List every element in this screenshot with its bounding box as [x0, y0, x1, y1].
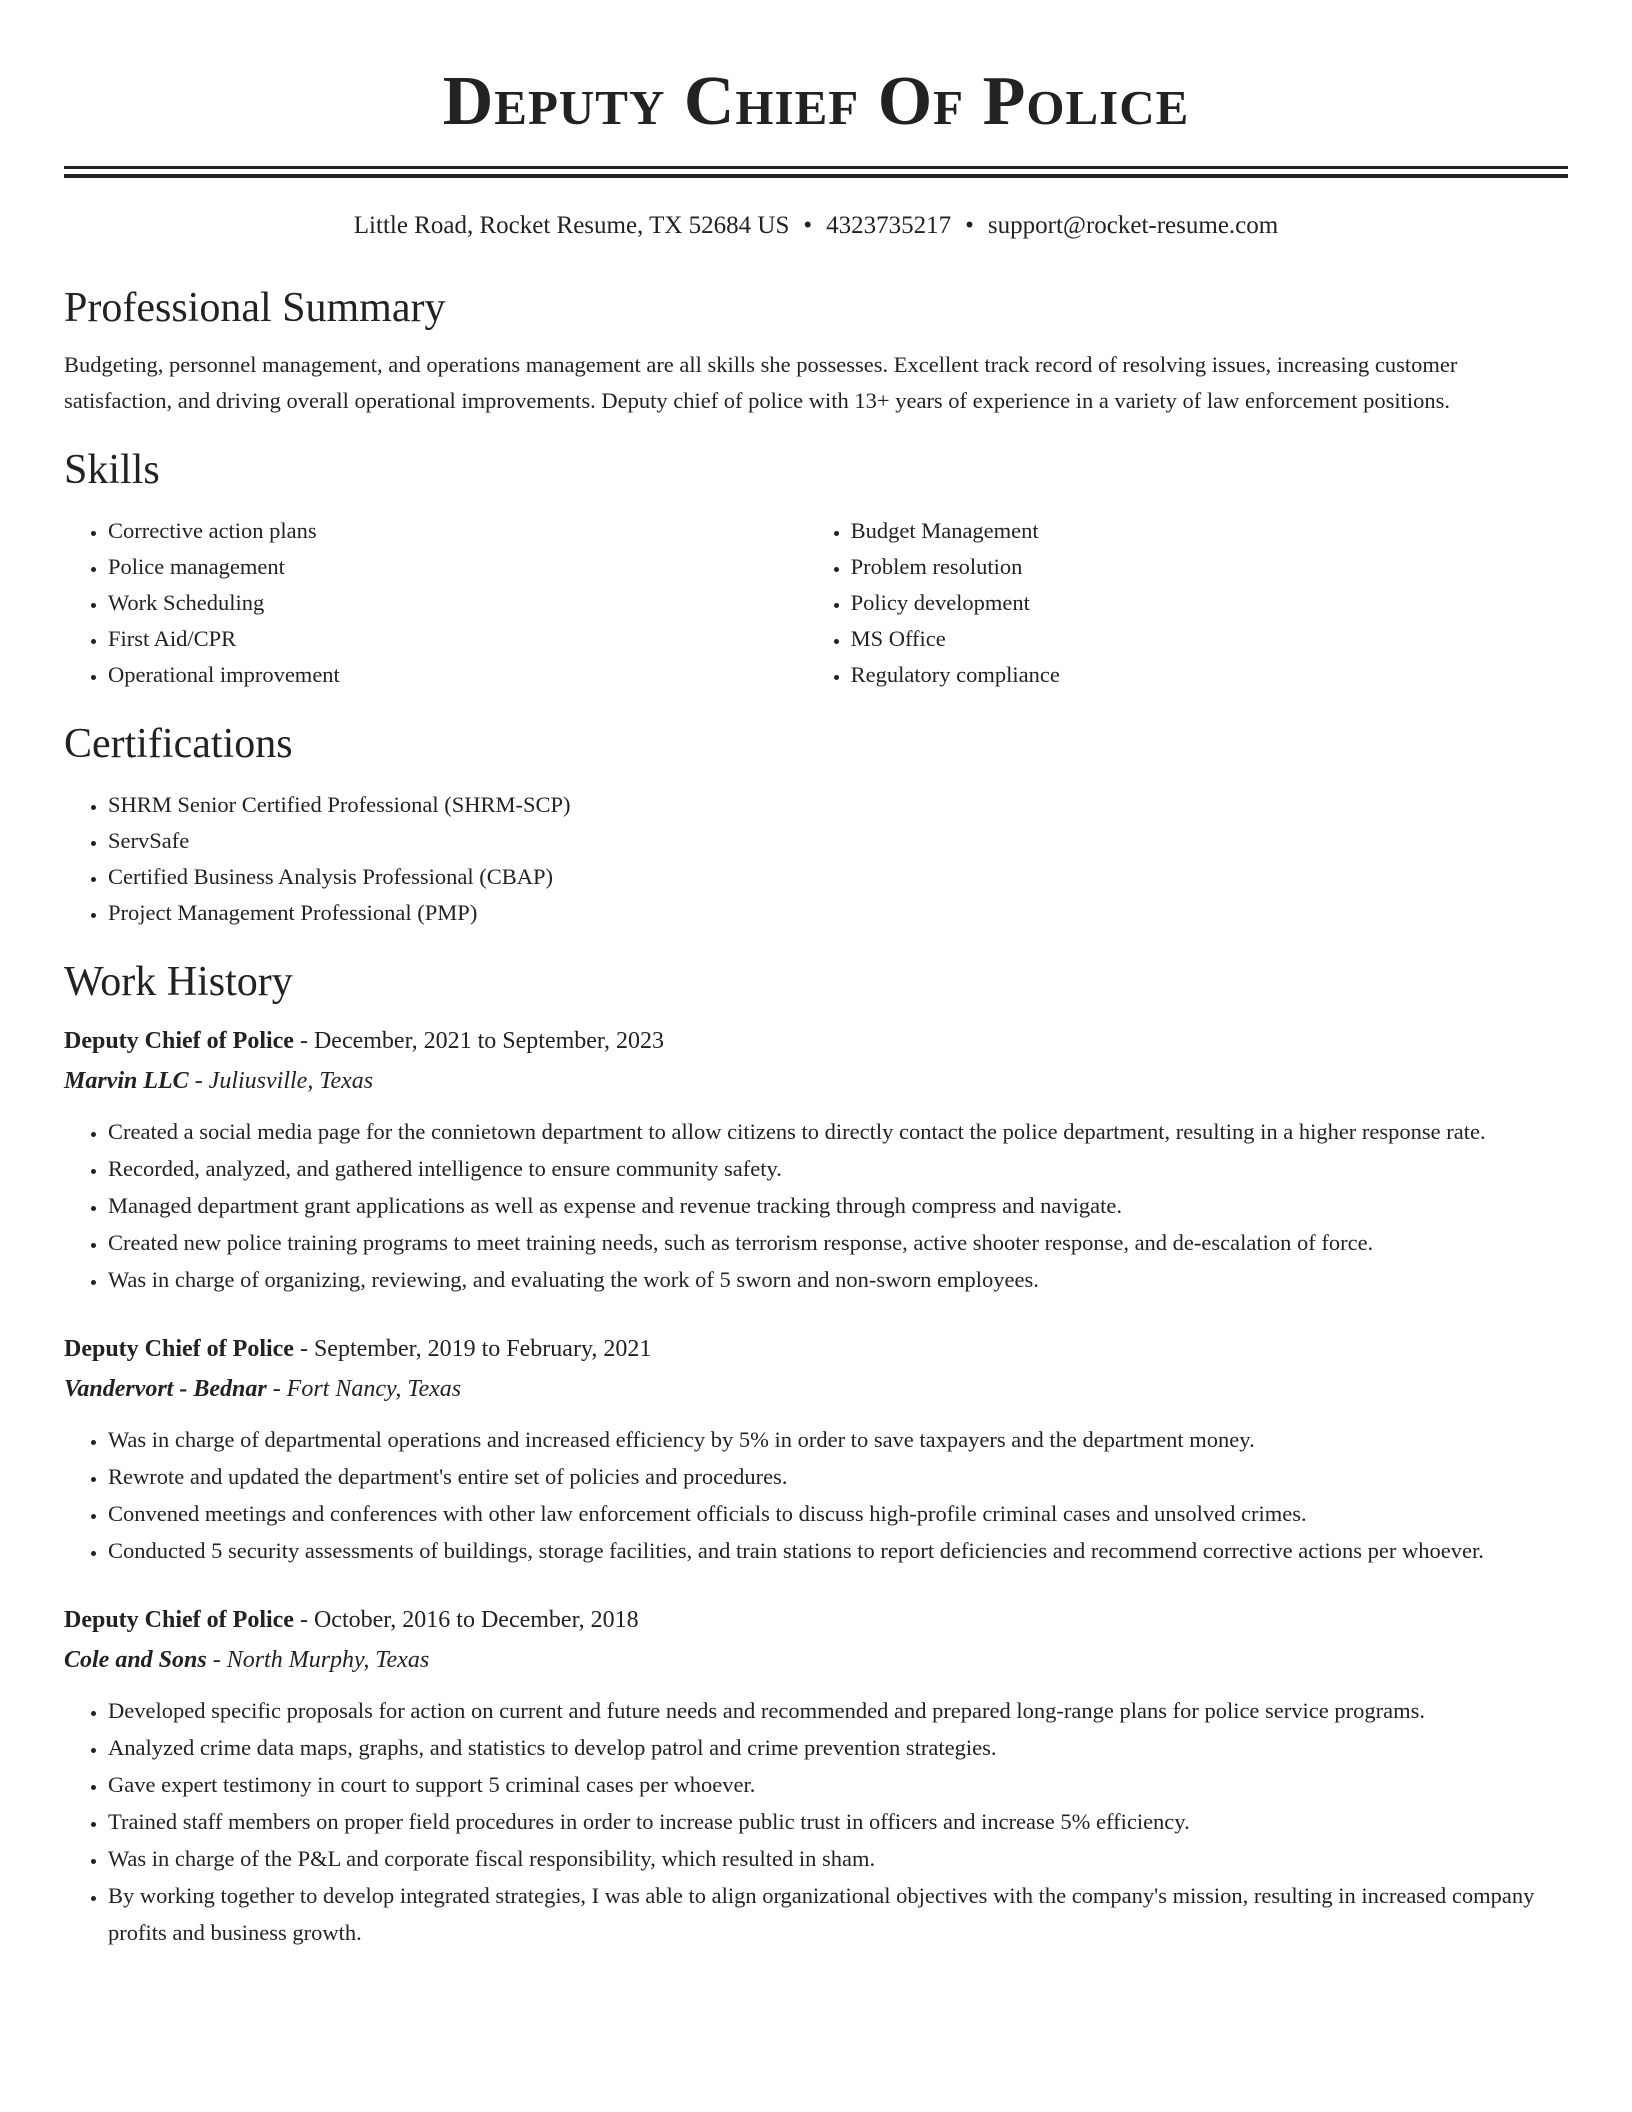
certification-item: • Project Management Professional (PMP) — [108, 895, 1568, 931]
job-dates: - December, 2021 to September, 2023 — [293, 1028, 664, 1054]
contact-phone: 4323735217 — [826, 212, 952, 239]
certification-item: • ServSafe — [108, 823, 1568, 859]
summary-text: Budgeting, personnel management, and operations management are all skills she possesses. Excellent track record of resolving issues, increasing customer satisfaction, and driving overall operational improvements. Deputy chief of police with 13+ years of experience in a variety of law enforcement positions. — [64, 352, 1458, 413]
job-bullet: • Created new police training programs to meet training needs, such as terrorism response, active shooter response, and de-escalation of force. — [108, 1224, 1568, 1261]
skill-item: • MS Office — [851, 621, 1568, 657]
contact-separator: • — [965, 212, 974, 239]
job-bullet: • Rewrote and updated the department's entire set of policies and procedures. — [108, 1458, 1568, 1495]
job-title-line — [64, 1021, 1568, 1061]
job-entry — [64, 1329, 1568, 1569]
skills-heading: Skills — [64, 447, 160, 493]
job-company: Vandervort - Bednar — [64, 1376, 267, 1402]
skill-item: • Regulatory compliance — [851, 657, 1568, 693]
job-company: Marvin LLC — [64, 1068, 189, 1094]
job-dates: - October, 2016 to December, 2018 — [293, 1607, 639, 1633]
certification-item: • SHRM Senior Certified Professional (SHRM-SCP) — [108, 787, 1568, 823]
summary-heading: Professional Summary — [64, 285, 446, 331]
job-bullet: • Recorded, analyzed, and gathered intelligence to ensure community safety. — [108, 1150, 1568, 1187]
job-company-line — [64, 1369, 1568, 1409]
skill-item: • Policy development — [851, 585, 1568, 621]
job-title: Deputy Chief of Police — [64, 1028, 294, 1054]
skills-column-2 — [807, 513, 1568, 693]
contact-separator: • — [803, 212, 813, 239]
contact-email: support@rocket-resume.com — [987, 212, 1279, 239]
skills-list — [64, 513, 1568, 693]
resume-title: Deputy Chief Of Police — [442, 63, 1190, 140]
certification-item: • Certified Business Analysis Professional (CBAP) — [108, 859, 1568, 895]
job-location: - North Murphy, Texas — [206, 1647, 430, 1673]
skill-item: • Budget Management — [851, 513, 1568, 549]
contact-address: Little Road, Rocket Resume, TX 52684 US — [353, 212, 790, 239]
job-title-line — [64, 1600, 1568, 1640]
title-divider-thin — [64, 174, 1568, 178]
job-bullet: • Conducted 5 security assessments of buildings, storage facilities, and train stations to report deficiencies and recommend corrective actions per whoever. — [108, 1532, 1568, 1569]
contact-line — [64, 211, 1568, 241]
job-title-line — [64, 1329, 1568, 1369]
job-bullet: • Managed department grant applications as well as expense and revenue tracking through compress and navigate. — [108, 1187, 1568, 1224]
skill-item: • Police management — [108, 549, 807, 585]
job-title: Deputy Chief of Police — [64, 1336, 294, 1362]
skills-column-1 — [64, 513, 807, 693]
job-dates: - September, 2019 to February, 2021 — [293, 1336, 652, 1362]
job-bullet: • Convened meetings and conferences with other law enforcement officials to discuss high-profile criminal cases and unsolved crimes. — [108, 1495, 1568, 1532]
job-entry — [64, 1600, 1568, 1951]
job-bullets — [64, 1113, 1568, 1298]
skill-item: • Problem resolution — [851, 549, 1568, 585]
job-bullet: • Was in charge of departmental operations and increased efficiency by 5% in order to save taxpayers and the department money. — [108, 1421, 1568, 1458]
job-location: - Fort Nancy, Texas — [266, 1376, 462, 1402]
job-bullets — [64, 1421, 1568, 1569]
job-bullet: • Developed specific proposals for action on current and future needs and recommended and prepared long-range plans for police service programs. — [108, 1692, 1568, 1729]
job-location: - Juliusville, Texas — [188, 1068, 374, 1094]
job-company-line — [64, 1061, 1568, 1101]
title-divider-thick — [64, 166, 1568, 169]
resume-page — [64, 0, 1568, 1951]
job-bullet: • Created a social media page for the connietown department to allow citizens to directly contact the police department, resulting in a higher response rate. — [108, 1113, 1568, 1150]
skill-item: • Work Scheduling — [108, 585, 807, 621]
certifications-list — [64, 787, 1568, 931]
skill-item: • First Aid/CPR — [108, 621, 807, 657]
job-bullet: • Gave expert testimony in court to support 5 criminal cases per whoever. — [108, 1766, 1568, 1803]
job-company-line — [64, 1640, 1568, 1680]
job-bullet: • By working together to develop integrated strategies, I was able to align organizational objectives with the company's mission, resulting in increased company profits and business growth. — [108, 1877, 1568, 1951]
job-bullet: • Trained staff members on proper field procedures in order to increase public trust in officers and increase 5% efficiency. — [108, 1803, 1568, 1840]
job-bullets — [64, 1692, 1568, 1951]
job-bullet: • Analyzed crime data maps, graphs, and statistics to develop patrol and crime prevention strategies. — [108, 1729, 1568, 1766]
skill-item: • Corrective action plans — [108, 513, 807, 549]
skill-item: • Operational improvement — [108, 657, 807, 693]
job-company: Cole and Sons — [64, 1647, 207, 1673]
job-bullet: • Was in charge of the P&L and corporate fiscal responsibility, which resulted in sham. — [108, 1840, 1568, 1877]
certifications-heading: Certifications — [64, 721, 293, 767]
job-entry — [64, 1021, 1568, 1298]
job-bullet: • Was in charge of organizing, reviewing, and evaluating the work of 5 sworn and non-sworn employees. — [108, 1261, 1568, 1298]
work-history-heading: Work History — [64, 959, 293, 1005]
job-title: Deputy Chief of Police — [64, 1607, 294, 1633]
